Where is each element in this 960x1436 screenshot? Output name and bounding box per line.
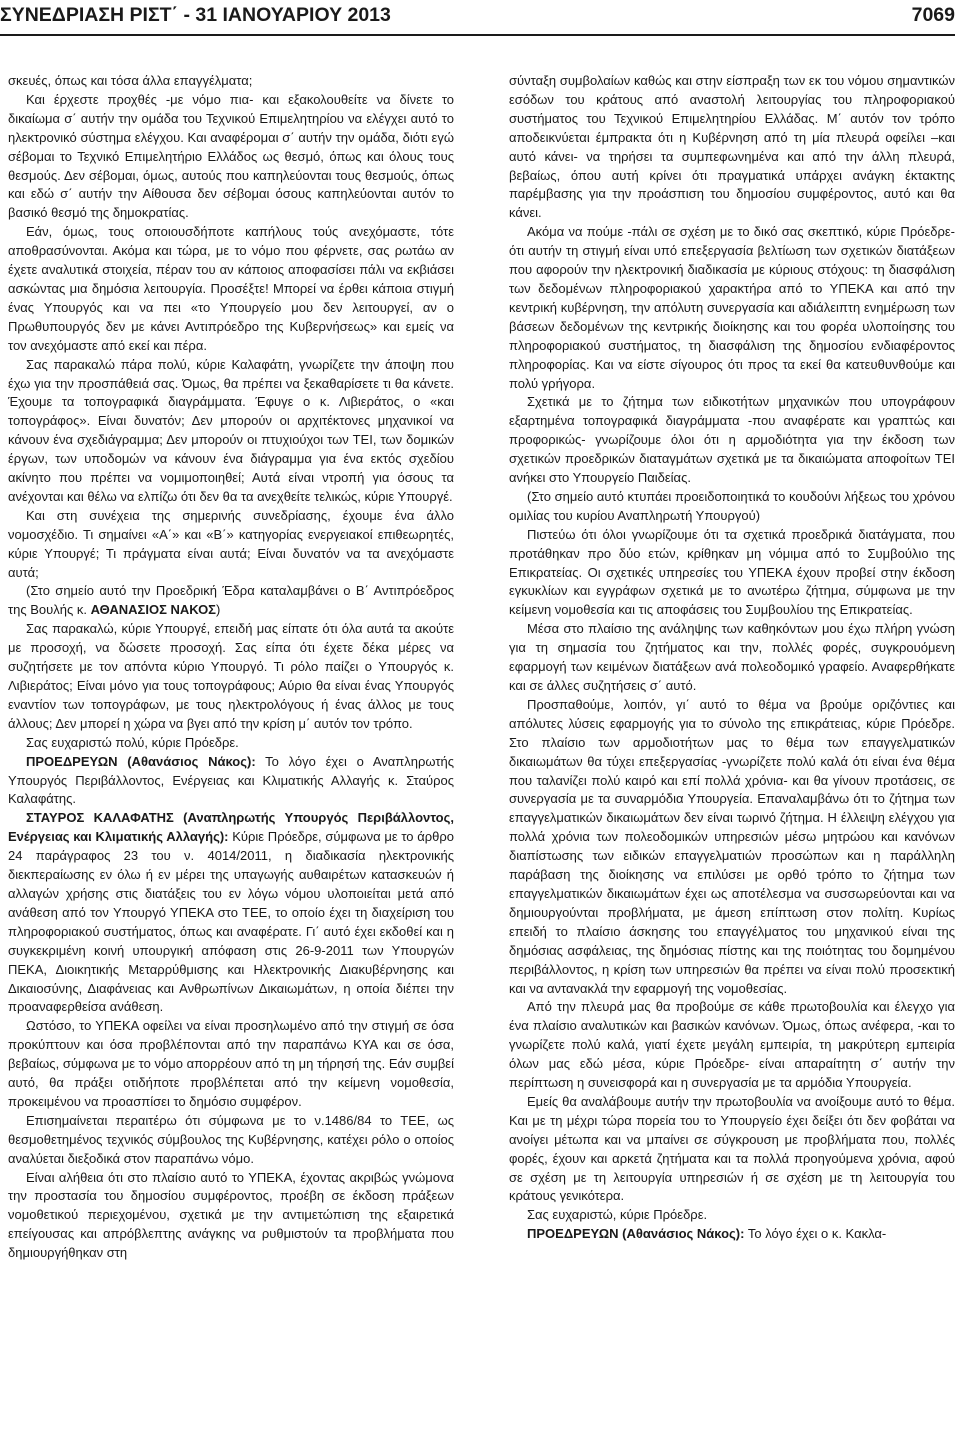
paragraph: σύνταξη συμβολαίων καθώς και στην είσπραξη των εκ του νόμου σημαντικών εσόδων του κράτους από αναστολή λειτουργίας του πληροφοριακού συστήματος του Τεχνικού Επιμελητηρίου Ελλάδας. Μ΄ αυτόν τον τρόπο αποδεικνύεται έμπρακτα ότι η Κυβέρνηση από τη μία πλευρά οφείλει –και αυτό κάνει- να τηρήσει τα συμπεφωνημένα και από την άλλη πλευρά, βεβαίως, όπου αυτή κρίνει ότι πραγματικά υπάρχει ανάγκη έκτακτης παρέμβασης για την προάσπιση του δημοσίου συμφέροντος, αυτό και θα κάνει. bbox=[509, 73, 955, 221]
speaker-label: ΠΡΟΕΔΡΕΥΩΝ (Αθανάσιος Νάκος): bbox=[527, 1226, 745, 1242]
right-column bbox=[509, 72, 955, 1244]
paragraph: Και στη συνέχεια της σημερινής συνεδρίασης, έχουμε ένα άλλο νομοσχέδιο. Τι σημαίνει «Α΄» και «Β΄» κατηγορίας ενεργειακοί επιθεωρητές, κύριε Υπουργέ; Τι πράγματα είναι αυτά; Είναι δυνατόν να τα ανεχόμαστε αυτά; bbox=[8, 507, 454, 580]
stage-direction: (Στο σημείο αυτό κτυπάει προειδοποιητικά το κουδούνι λήξεως του χρόνου ομιλίας του κυρίου Αναπληρωτή Υπουργού) bbox=[509, 488, 955, 523]
speaker-paragraph: ΠΡΟΕΔΡΕΥΩΝ (Αθανάσιος Νάκος): Το λόγο έχει ο Αναπληρωτής Υπουργός Περιβάλλοντος, Ενέργειας και Κλιματικής Αλλαγής κ. Σταύρος Καλαφάτης. bbox=[8, 753, 454, 807]
paragraph: σκευές, όπως και τόσα άλλα επαγγέλματα; bbox=[8, 73, 253, 88]
speaker-label: ΠΡΟΕΔΡΕΥΩΝ (Αθανάσιος Νάκος): bbox=[26, 753, 256, 769]
paragraph: Σας ευχαριστώ, κύριε Πρόεδρε. bbox=[527, 1207, 708, 1223]
speaker-paragraph: ΣΤΑΥΡΟΣ ΚΑΛΑΦΑΤΗΣ (Αναπληρωτής Υπουργός Περιβάλλοντος, Ενέργειας και Κλιματικής Αλλαγής): Κύριε Πρόεδρε, σύμφωνα με το άρθρο 24 παράγραφος 23 του ν. 4014/2011, η διαδικασία ηλεκτρονικής διεκπεραίωσης εν όλω ή εν μέρει της υπαγωγής αυθαιρέτων κατασκευών ή αλλαγών χρήσης στις διατάξεις του εν λόγω νόμου υλοποιείται μετά από ανάθεση από τον Υπουργό ΥΠΕΚΑ στο ΤΕΕ, το οποίο έχει τη διαχείριση του πληροφοριακού συστήματος, όπως και αναφέρατε. Γι΄ αυτό έχει εκδοθεί και η συγκεκριμένη κοινή υπουργική απόφαση στις 26-9-2011 των Υπουργών ΠΕΚΑ, Διοικητικής Μεταρρύθμισης και Ηλεκτρονικής Διακυβέρνησης και Δικαιοσύνης, Διαφάνειας και Ανθρωπίνων Δικαιωμάτων, η οποία διέπει την προαναφερθείσα ανάθεση. bbox=[8, 810, 455, 1015]
left-column bbox=[8, 72, 454, 1263]
paragraph: Εμείς θα αναλάβουμε αυτήν την πρωτοβουλία να ανοίξουμε αυτό το θέμα. Και με τη μέχρι τώρα πορεία του το Υπουργείο έχει δείξει ότι δεν φοβάται να ανοίγει μέτωπα και να μπαίνει σε σύγκρουση με προβλήματα που, πολλές φορές, έχουν και αρκετά ζητήματα και τα πολλά προηγούμενα χρόνια, αφού σε σχέση με τη λειτουργία υπηρεσιών ή σε σχέση με τη λειτουργία του κράτους γενικότερα. bbox=[509, 1093, 955, 1204]
paragraph: Σας ευχαριστώ πολύ, κύριε Πρόεδρε. bbox=[26, 734, 239, 750]
page-header bbox=[0, 0, 955, 36]
paragraph: Σχετικά με το ζήτημα των ειδικοτήτων μηχανικών που υπογράφουν εξαρτημένα τοπογραφικά διαγράμματα -που αναφέρατε και γραπτώς και προφορικώς- γνωρίζουμε όλοι ότι η αρμοδιότητα για την έκδοση των σχετικών προεδρικών διαταγμάτων σχετικά με τα δικαιώματα αποφοίτων ΤΕΙ ανήκει στο Υπουργείο Παιδείας. bbox=[509, 394, 955, 486]
speaker-label: ΣΤΑΥΡΟΣ ΚΑΛΑΦΑΤΗΣ (Αναπληρωτής Υπουργός Περιβάλλοντος, Ενέργειας και Κλιματικής Αλλαγής): bbox=[8, 810, 454, 845]
header-rule bbox=[0, 34, 955, 36]
paragraph: Επισημαίνεται περαιτέρω ότι σύμφωνα με το ν.1486/84 το ΤΕΕ, ως θεσμοθετημένος τεχνικός σύμβουλος της Κυβέρνησης, κατέχει ρόλο ο οποίος αναλύεται διεξοδικά στον παραπάνω νόμο. bbox=[8, 1112, 454, 1166]
paragraph: Πιστεύω ότι όλοι γνωρίζουμε ότι τα σχετικά προεδρικά διατάγματα, που προτάθηκαν προ δύο ετών, κρίθηκαν μη νόμιμα από το Συμβούλιο της Επικρατείας. Οι σχετικές υπηρεσίες του ΥΠΕΚΑ έχουν προβεί στην έκδοση εγκυκλίων και εγγράφων σχετικά με το ανωτέρω ζήτημα, σύμφωνα με την κείμενη νομοθεσία και τις αποφάσεις του Συμβουλίου της Επικρατείας. bbox=[509, 526, 955, 618]
paragraph: Προσπαθούμε, λοιπόν, γι΄ αυτό το θέμα να βρούμε οριζόντιες και απόλυτες λύσεις εφαρμογής για το σύνολο της επικράτειας, κύριε Πρόεδρε. Στο πλαίσιο των αρμοδιοτήτων μας το θέμα των επαγγελματικών δικαιωμάτων θα τύχει επεξεργασίας -γνωρίζετε πολύ καλά ότι είναι ένα θέμα που ταλανίζει πολύ καιρό και επί πολλά χρόνια- και θα γίνουν προτάσεις, σε συνεργασία με τα συναρμόδια Υπουργεία. Επαναλαμβάνω ότι το ζήτημα των επαγγελματικών δικαιωμάτων δεν είναι τωρινό ζήτημα. Η έλλειψη ελέγχου για πολλά χρόνια των πολεοδομικών υπηρεσιών μέσω μητρώου και κανόνων διαπίστωσης των ειδικών επαγγελματιών προσώπων και η παράλληλη παράβαση της διοίκησης να επιλύσει με ορθό τρόπο το ζήτημα των επαγγελματικών δικαιωμάτων έχει ως αποτέλεσμα να συσσωρεύονται και να δημιουργούνται προβλήματα, με άμεση επίπτωση στον πολίτη. Κυρίως επειδή το πλαίσιο άσκησης του επαγγέλματος του μηχανικού είναι της δημόσιας ασφάλειας, της δημόσιας πίστης και της ποιότητας του δομημένου περιβάλλοντος, η κρίση των υπηρεσιών θα πρέπει να είναι πολύ προσεκτική και να αντανακλά την εφαρμογή της νομοθεσίας. bbox=[509, 696, 955, 996]
paragraph: Είναι αλήθεια ότι στο πλαίσιο αυτό το ΥΠΕΚΑ, έχοντας ακριβώς γνώμονα την προστασία του δημοσίου συμφέροντος, προέβη σε έκδοση πράξεων νομοθετικού περιεχομένου, σχετικά με την αντιμετώπιση της εξαιρετικά επείγουσας και απρόβλεπτης ανάγκης να ρυθμιστούν τα προβλήματα που δημιουργήθηκαν στη bbox=[8, 1169, 454, 1261]
paragraph: Ακόμα να πούμε -πάλι σε σχέση με το δικό σας σκεπτικό, κύριε Πρόεδρε- ότι αυτήν τη στιγμή είναι υπό επεξεργασία βελτίωση των σχετικών διατάξεων που αφορούν την ηλεκτρονική διαδικασία με κύριους στόχους: τη διασφάλιση των δεδομένων πληροφοριακού χαρακτήρα από το ΥΠΕΚΑ και από την κεντρική κυβέρνηση, την απόλυτη συνεργασία και αδιάλειπτη ενημέρωση των βάσεων δεδομένων της κεντρικής διοίκησης και του φορέα υλοποίησης του πληροφοριακού συστήματος, τη διασφάλιση της δημοσίου ενδιαφέροντος πληροφορίας. Και να είστε σίγουρος ότι προς τα εκεί θα κατευθυνθούμε και πολύ γρήγορα. bbox=[509, 224, 955, 391]
paragraph: Σας παρακαλώ, κύριε Υπουργέ, επειδή μας είπατε ότι όλα αυτά τα ακούτε με προσοχή, να δώσετε προσοχή. Σας είπα ότι έχετε δέκα μέρες να συζητήσετε με τον απόντα κύριο Υπουργό. Τι ρόλο παίζει ο Υπουργός κ. Λιβιεράτος; Είναι μόνο για τους τοπογράφους; Αύριο θα είναι ένας Υπουργός εναντίον των τοπογράφων, με τους ηλεκτρολόγους ή ένας άλλος με τους άλλους; Δεν μπορεί η χώρα να βγει από την κρίση μ΄ αυτόν τον τρόπο. bbox=[8, 621, 454, 731]
session-title: ΣΥΝΕΔΡΙΑΣΗ ΡΙΣΤ΄ - 31 ΙΑΝΟΥΑΡΙΟΥ 2013 bbox=[0, 4, 391, 26]
paragraph: Μέσα στο πλαίσιο της ανάληψης των καθηκόντων μου έχω πλήρη γνώση για τη σημασία του ζητήματος και την, πολλές φορές, συγκρουόμενη εφαρμογή των κειμένων διατάξεων ανά πολεοδομικό γραφείο. Αναφερθήκατε και σε άλλες συζητήσεις σ΄ αυτό. bbox=[509, 621, 955, 693]
speaker-paragraph: ΠΡΟΕΔΡΕΥΩΝ (Αθανάσιος Νάκος): Το λόγο έχει ο κ. Κακλα- bbox=[527, 1226, 887, 1242]
speaker-name: ΑΘΑΝΑΣΙΟΣ ΝΑΚΟΣ bbox=[90, 602, 216, 618]
paragraph: Και έρχεστε προχθές -με νόμο πια- και εξακολουθείτε να δίνετε το δικαίωμα σ΄ αυτήν την ομάδα του Τεχνικού Επιμελητηρίου να ελέγχει αυτό το ηλεκτρονικό σύστημα ελέγχου. Και αναφέρομαι σ΄ αυτήν την ομάδα, διότι εγώ σέβομαι το Τεχνικό Επιμελητήριο Ελλάδος ως θεσμό, όπως και όλους τους θεσμούς. Δεν σέβομαι, όμως, αυτούς που καπηλεύονται τους θεσμούς, όπως και εδώ σ΄ αυτήν την Αίθουσα δεν σέβομαι όσους καπηλεύονται αυτόν το βασικό θεσμό της δημοκρατίας. bbox=[8, 91, 454, 221]
paragraph: Ωστόσο, το ΥΠΕΚΑ οφείλει να είναι προσηλωμένο από την στιγμή σε όσα προκύπτουν και όσα προβλέπονται από την παραπάνω ΚΥΑ και σε όσα, βεβαίως, σύμφωνα με το νόμο απορρέουν από τη μη τήρησή της. Εάν συμβεί αυτό, θα πράξει οτιδήποτε προβλέπεται από την κείμενη νομοθεσία, προκειμένου να προασπίσει το δημόσιο συμφέρον. bbox=[8, 1018, 454, 1109]
paragraph: Εάν, όμως, τους οποιουσδήποτε καπήλους τούς ανεχόμαστε, τότε αποθρασύνονται. Ακόμα και τώρα, με το νόμο που φέρνετε, σας ρωτάω αν έχετε αναλυτικά στοιχεία, πέραν του αν κάποιος αποφασίσει πάλι να εκβιάσει ασκώντας μια δημόσια λειτουργία. Προσέξτε! Μπορεί να έρθει κάποια στιγμή ένας Υπουργός και να πει «το Υπουργείο μου δεν λειτουργεί, αν ο Πρωθυπουργός δεν με κάνει Αντιπρόεδρο της Κυβερνήσεως» και εμείς να τον ανεχόμαστε από εκεί και πέρα. bbox=[8, 224, 454, 353]
paragraph: Από την πλευρά μας θα προβούμε σε κάθε πρωτοβουλία και έλεγχο για ένα πλαίσιο αναλυτικών και βασικών κανόνων. Όμως, όπως ανέφερα, -και το γνωρίζετε πολύ καλά, γιατί έχετε μεγάλη εμπειρία, τη μακρύτερη εμπειρία όλων μας εδώ μέσα, κύριε Πρόεδρε- είναι απαραίτητη σ΄ αυτήν την περίπτωση η συνεισφορά και η συνεργασία με τα αρμόδια Υπουργεία. bbox=[509, 999, 955, 1091]
page-number: 7069 bbox=[911, 4, 955, 26]
stage-direction: (Στο σημείο αυτό την Προεδρική Έδρα καταλαμβάνει ο Β΄ Αντιπρόεδρος της Βουλής κ. ΑΘΑΝΑΣΙΟΣ ΝΑΚΟΣ) bbox=[8, 583, 454, 618]
paragraph: Σας παρακαλώ πάρα πολύ, κύριε Καλαφάτη, γνωρίζετε την άποψη που έχω για την προσπάθειά σας. Όμως, θα πρέπει να ξεκαθαρίσετε τι θα κάνετε. Έχουμε τα τοπογραφικά διαγράμματα. Έφυγε ο κ. Λιβιεράτος, ο «και τοπογράφος». Είναι δυνατόν; Δεν μπορούν οι αρχιτέκτονες μηχανικοί να κάνουν ένα σχεδιάγραμμα; Δεν μπορούν οι πτυχιούχοι των ΤΕΙ, των δομικών έργων, των υποδομών να κάνουν ένα διάγραμμα για ένα εκτός σχεδίου ακίνητο που πρέπει να νομιμοποιηθεί; Αυτά είναι ντροπή για όσους τα ανέχονται και θέλω να ελπίζω ότι δεν θα τα ανεχθείτε τελικώς, κύριε Υπουργέ. bbox=[8, 356, 454, 504]
